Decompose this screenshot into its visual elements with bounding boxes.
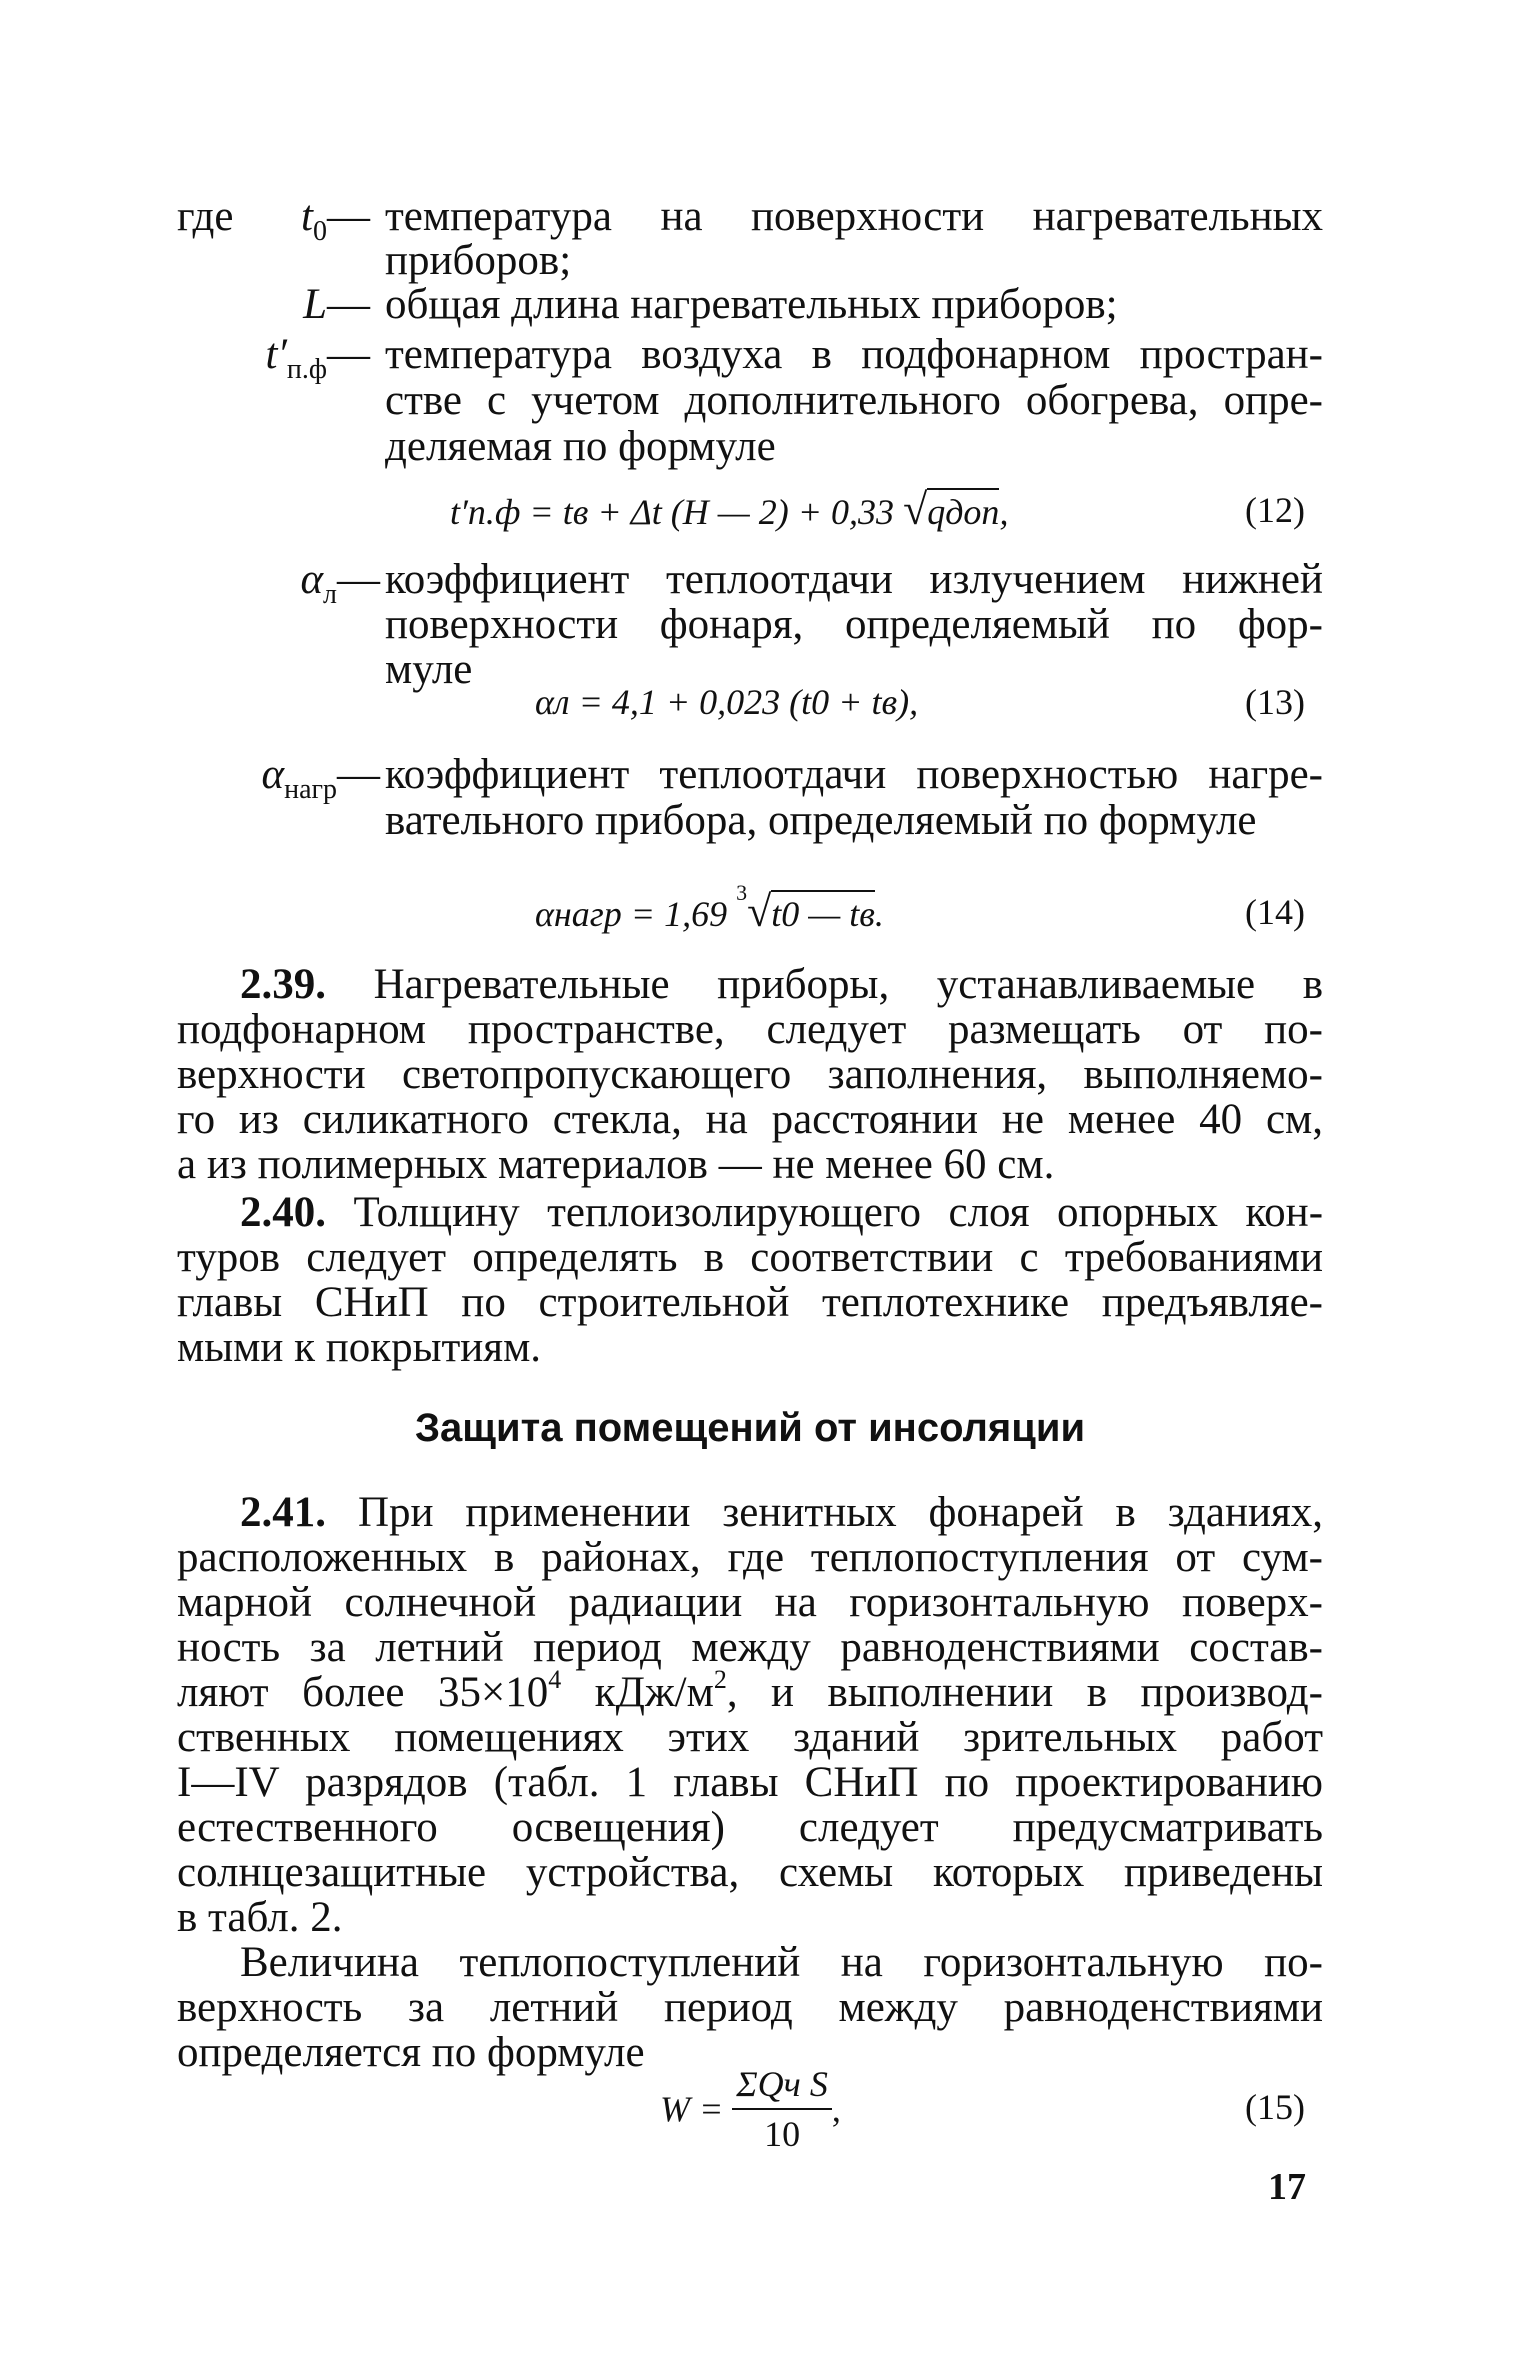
t0-desc-line-1: температура на поверхности нагревательных [385,193,1323,240]
eq-number-12: (12) [1245,490,1305,530]
para-2-41-line-9: солнцезащитные устройства, схемы которых приведены [177,1849,1323,1896]
para-2-40-line-1: 2.40. Толщину теплоизолирующего слоя опорных кон- [240,1189,1324,1236]
formula-12: t′п.ф = tв + Δt (H — 2) + 0,33 √qдоп, [450,485,1009,534]
tpf-desc-line-3: деляемая по формуле [385,423,776,470]
L-desc-line-1: общая длина нагревательных приборов; [385,281,1118,328]
para-2-41-line-7: I—IV разрядов (табл. 1 главы СНиП по проектированию [177,1759,1323,1806]
para-2-41-line-5: ляют более $35\times 10^4$ кДж/$м^2$, и выполнении в производ- [177,1665,1323,1716]
eq-number-14: (14) [1245,892,1305,932]
para-2-40-line-2: туров следует определять в соответствии с требованиями [177,1234,1323,1281]
alpha-l-desc-line-1: коэффициент теплоотдачи излучением нижней [385,556,1323,603]
alpha-nagr-desc-line-2: вательного прибора, определяемый по формуле [385,797,1257,844]
eq-number-13: (13) [1245,682,1305,722]
para-value-line-2: верхность за летний период между равноденствиями [177,1984,1323,2031]
para-2-41-line-1: 2.41. При применении зенитных фонарей в зданиях, [240,1489,1324,1536]
para-2-41-line-6: ственных помещениях этих зданий зрительных работ [177,1714,1323,1761]
para-2-39-line-1: 2.39. Нагревательные приборы, устанавливаемые в [240,961,1324,1008]
para-value-line-1: Величина теплопоступлений на горизонтальную по- [240,1939,1323,1986]
para-2-41-line-10: в табл. 2. [177,1894,343,1941]
para-2-41-line-8: естественного освещения) следует предусматривать [177,1804,1323,1851]
formula-15: W = $\frac{\text{ΣQч S}}{10}$ , [660,2064,841,2154]
fraction: $\frac{\text{ΣQч S}}{10}$ [732,2062,832,2156]
intro-word: где [177,193,234,240]
page-number: 17 [1268,2166,1306,2208]
section-heading: Защита помещений от инсоляции [415,1406,1086,1450]
para-2-41-line-2: расположенных в районах, где теплопоступления от сум- [177,1534,1323,1581]
eq-number-15: (15) [1245,2087,1305,2127]
para-2-41-line-3: марной солнечной радиации на горизонтальную поверх- [177,1579,1323,1626]
t0-desc-line-2: приборов; [385,237,572,284]
para-2-41-line-4: ность за летний период между равноденствиями состав- [177,1624,1323,1671]
para-2-39-line-2: подфонарном пространстве, следует размещать от по- [177,1006,1323,1053]
para-2-40-line-3: главы СНиП по строительной теплотехнике предъявляе- [177,1279,1323,1326]
tpf-desc-line-1: температура воздуха в подфонарном простран- [385,331,1323,378]
symbol-L: L— [303,281,370,328]
para-2-39-line-5: а из полимерных материалов — не менее 60 см. [177,1141,1055,1188]
alpha-nagr-desc-line-1: коэффициент теплоотдачи поверхностью нагре- [385,751,1323,798]
tpf-desc-line-2: стве с учетом дополнительного обогрева, опре- [385,377,1323,424]
alpha-l-desc-line-3: муле [385,646,473,693]
para-2-40-line-4: мыми к покрытиям. [177,1324,542,1371]
formula-14: αнагр = 1,69 $^3$√t0 — tв. [535,880,884,936]
formula-13: αл = 4,1 + 0,023 (t0 + tв), [535,682,919,722]
symbol-t0: $t_0—$ [301,193,370,247]
symbol-alpha-l: $\alpha_л—$ [300,556,380,610]
para-2-39-line-3: верхности светопропускающего заполнения, выполняемо- [177,1051,1323,1098]
para-2-39-line-4: го из силикатного стекла, на расстоянии не менее 40 см, [177,1096,1323,1143]
alpha-l-desc-line-2: поверхности фонаря, определяемый по фор- [385,601,1323,648]
symbol-alpha-nagr: $\alpha_{нагр}—$ [261,751,380,805]
symbol-tpf: $t'_{п.ф}—$ [265,331,370,385]
para-value-line-3: определяется по формуле [177,2029,645,2076]
